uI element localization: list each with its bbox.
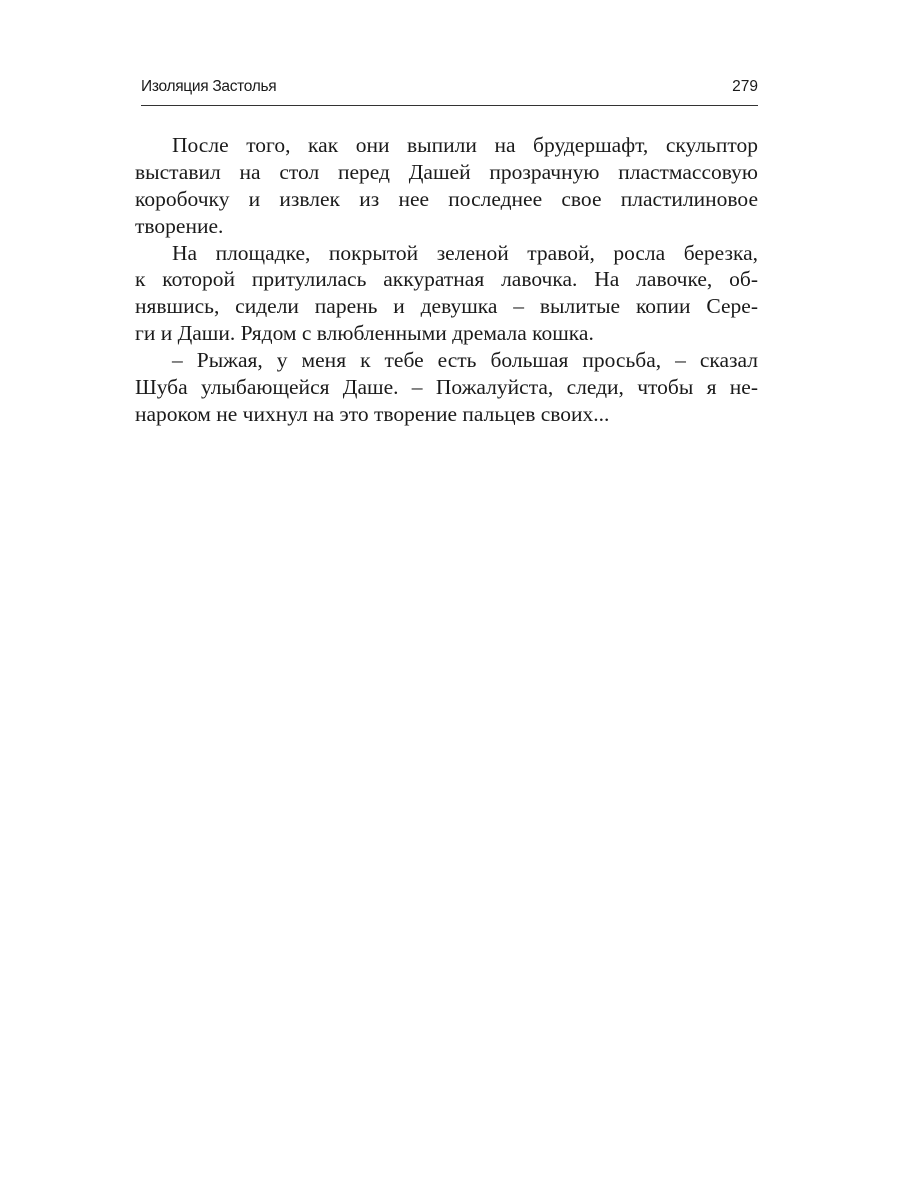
running-title: Изоляция Застолья xyxy=(141,78,277,95)
text-line: к которой притулилась аккуратная лавочка. На лавочке, об- xyxy=(135,267,758,292)
text-line: нароком не чихнул на это творение пальцев своих... xyxy=(135,401,610,426)
paragraph xyxy=(135,240,758,348)
header-rule xyxy=(141,105,758,106)
text-line: выставил на стол перед Дашей прозрачную пластмассовую xyxy=(135,159,758,184)
page-body xyxy=(135,132,758,428)
text-line: коробочку и извлек из нее последнее свое пластилиновое xyxy=(135,186,758,211)
text-line: – Рыжая, у меня к тебе есть большая просьба, – сказал xyxy=(172,348,758,373)
text-line: творение. xyxy=(135,213,224,238)
page-number: 279 xyxy=(732,78,758,95)
text-line: ги и Даши. Рядом с влюбленными дремала кошка. xyxy=(135,321,594,346)
text-line: На площадке, покрытой зеленой травой, росла березка, xyxy=(172,240,758,265)
text-line: нявшись, сидели парень и девушка – вылитые копии Сере- xyxy=(135,294,758,319)
paragraph xyxy=(135,347,758,428)
running-header xyxy=(141,78,758,98)
text-line: После того, как они выпили на брудершафт, скульптор xyxy=(172,133,758,157)
text-line: Шуба улыбающейся Даше. – Пожалуйста, следи, чтобы я не- xyxy=(135,375,758,400)
paragraph xyxy=(135,132,758,240)
